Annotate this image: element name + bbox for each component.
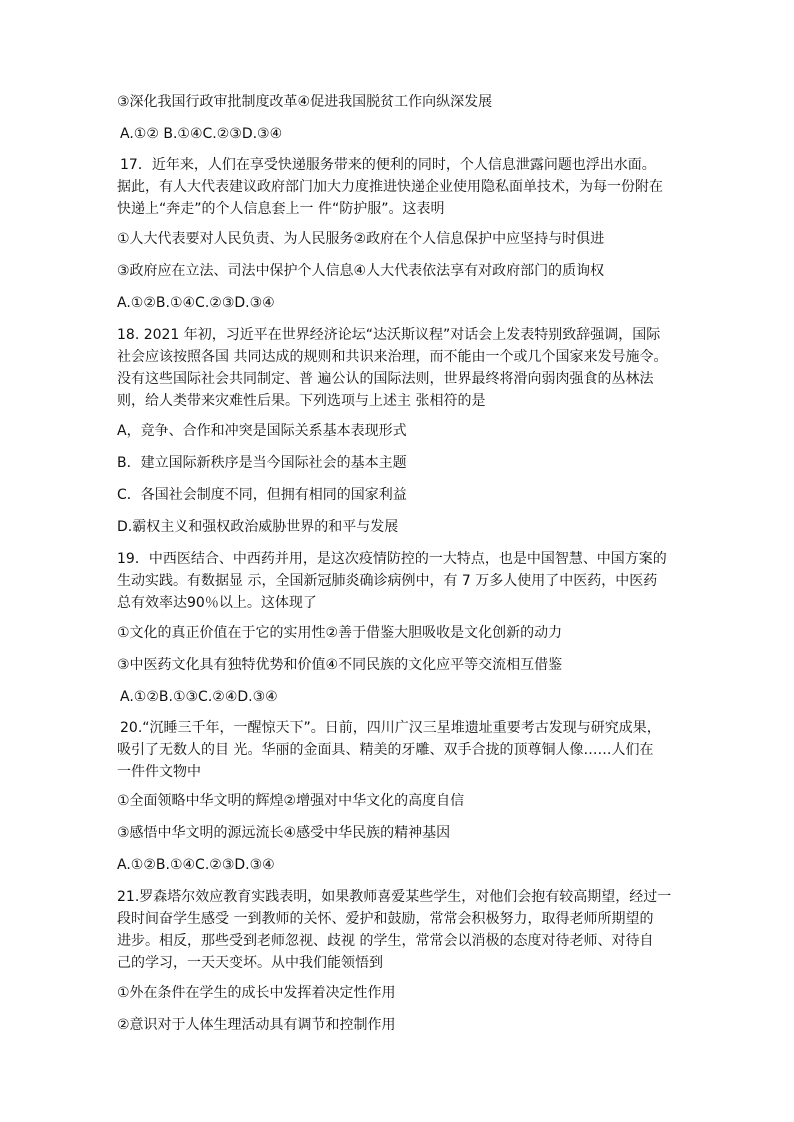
option-line-q20-3-4: ③感悟中华文明的源远流长④感受中华民族的精神基因	[117, 825, 451, 841]
question-17-line-3: 快递上“奔走”的个人信息套上一 件“防护服”。这表明	[117, 201, 445, 217]
question-18-line-1: 18. 2021 年初，习近平在世界经济论坛“达沃斯议程”对话会上发表特别致辞强调，国际	[117, 327, 661, 343]
answer-choices-q16: A.①② B.①④C.②③D.③④	[120, 126, 283, 142]
question-17-line-2: 据此，有人大代表建议政府部门加大力度推进快递企业使用隐私面单技术，为每一份附在	[117, 179, 663, 195]
question-20-line-3: 一件件文物中	[117, 764, 201, 780]
option-line-q16-3-4: ③深化我国行政审批制度改革④促进我国脱贫工作向纵深发展	[117, 94, 493, 110]
question-21-line-2: 段时间奋学生感受 一到教师的关怀、爱护和鼓励，常常会积极努力，取得老师所期望的	[117, 911, 654, 927]
question-21-line-4: 己的学习，一天天变坏。从中我们能领悟到	[117, 955, 383, 971]
question-21-line-3: 进步。相反，那些受到老师忽视、歧视 的学生，常常会以消极的态度对待老师、对待自	[117, 933, 654, 949]
question-21-line-1: 21.罗森塔尔效应教育实践表明，如果教师喜爱某些学生，对他们会抱有较高期望，经过一	[117, 889, 672, 905]
option-q18-c: C．各国社会制度不同，但拥有相同的国家利益	[117, 487, 407, 503]
question-19-line-2: 生动实践。有数据显 示，全国新冠肺炎确诊病例中，有 7 万多人使用了中医药，中医药	[117, 573, 658, 589]
question-20-line-2: 吸引了无数人的目 光。华丽的金面具、精美的牙雕、双手合拢的顶尊铜人像……人们在	[117, 742, 654, 758]
option-q21-2: ②意识对于人体生理活动具有调节和控制作用	[117, 1017, 396, 1033]
option-line-q20-1-2: ①全面领略中华文明的辉煌②增强对中华文化的高度自信	[117, 793, 465, 809]
option-line-q17-1-2: ①人大代表要对人民负责、为人民服务②政府在个人信息保护中应坚持与时俱进	[117, 231, 605, 247]
option-line-q17-3-4: ③政府应在立法、司法中保护个人信息④人大代表依法享有对政府部门的质询权	[117, 263, 605, 279]
question-18-line-2: 社会应该按照各国 共同达成的规则和共识来治理，而不能由一个或几个国家来发号施令。	[117, 349, 668, 365]
question-17-line-1: 17．近年来，人们在享受快递服务带来的便利的同时，个人信息泄露问题也浮出水面。	[120, 157, 656, 173]
option-q18-b: B．建立国际新秩序是当今国际社会的基本主题	[117, 455, 407, 471]
answer-choices-q19: A.①②B.①③C.②④D.③④	[120, 689, 278, 705]
option-line-q19-1-2: ①文化的真正价值在于它的实用性②善于借鉴大胆吸收是文化创新的动力	[117, 625, 563, 641]
answer-choices-q17: A.①②B.①④C.②③D.③④	[117, 295, 275, 311]
option-line-q19-3-4: ③中医药文化具有独特优势和价值④不同民族的文化应平等交流相互借鉴	[117, 657, 563, 673]
question-20-line-1: 20.“沉睡三千年，一醒惊天下”。日前，四川广汉三星堆遗址重要考古发现与研究成果，	[120, 720, 661, 736]
option-q21-1: ①外在条件在学生的成长中发挥着决定性作用	[117, 985, 396, 1001]
question-18-line-3: 没有这些国际社会共同制定、普 遍公认的国际法则，世界最终将滑向弱肉强食的丛林法	[117, 371, 654, 387]
question-18-line-4: 则，给人类带来灾难性后果。下列选项与上述主 张相符的是	[117, 393, 486, 409]
answer-choices-q20: A.①②B.①④C.②③D.③④	[117, 857, 275, 873]
question-19-line-3: 总有效率达90％以上。这体现了	[117, 595, 317, 611]
option-q18-d: D.霸权主义和强权政治威胁世界的和平与发展	[117, 519, 399, 535]
option-q18-a: A，竞争、合作和冲突是国际关系基本表现形式	[117, 423, 407, 439]
question-19-line-1: 19．中西医结合、中西药并用，是这次疫情防控的一大特点，也是中国智慧、中国方案的	[117, 551, 667, 567]
